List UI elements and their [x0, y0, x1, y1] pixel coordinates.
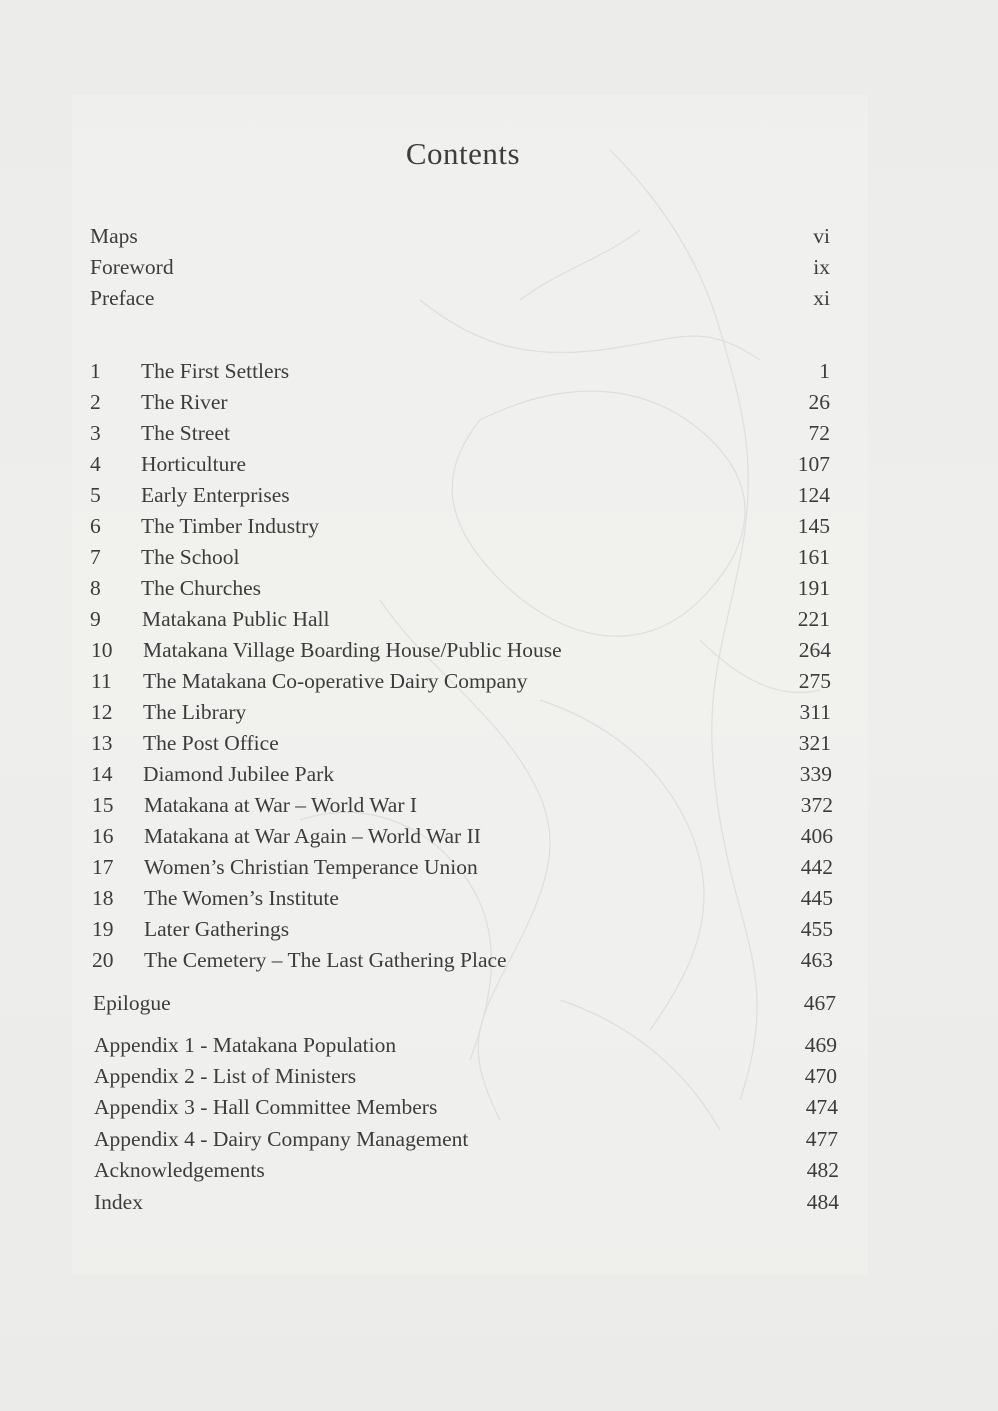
toc-chapter-12 [91, 697, 831, 727]
chapter-page: 264 [798, 638, 831, 662]
toc-entry-page: 482 [806, 1158, 839, 1182]
toc-entry-label: Appendix 4 - Dairy Company Management [94, 1127, 469, 1151]
chapter-title: Matakana Village Boarding House/Public House [143, 638, 562, 662]
toc-chapter-9 [90, 604, 830, 634]
toc-entry-label: Appendix 2 - List of Ministers [94, 1064, 357, 1088]
toc-chapter-20 [92, 945, 833, 975]
toc-chapter-2 [90, 387, 830, 417]
toc-entry-index [94, 1187, 839, 1217]
toc-entry-appendix-3 [94, 1092, 838, 1122]
toc-entry-page: 484 [806, 1190, 839, 1214]
chapter-title: The Timber Industry [141, 514, 319, 538]
chapter-title: Matakana Public Hall [142, 607, 330, 631]
toc-chapter-10 [91, 635, 831, 665]
chapter-title: The Women’s Institute [144, 886, 339, 910]
toc-entry-label: Epilogue [93, 991, 171, 1015]
chapter-number: 2 [90, 390, 101, 414]
toc-entry-page: vi [813, 224, 830, 248]
chapter-title: The Library [143, 700, 247, 724]
toc-entry-acknowledgements [94, 1155, 839, 1185]
toc-entry-label: Foreword [90, 255, 174, 279]
chapter-page: 26 [808, 390, 830, 414]
chapter-title: The Churches [141, 576, 262, 600]
chapter-title: Matakana at War Again – World War II [144, 824, 481, 848]
toc-entry-label: Maps [90, 224, 138, 248]
toc-entry-page: 469 [804, 1033, 837, 1057]
chapter-title: The First Settlers [141, 359, 290, 383]
toc-chapter-4 [90, 449, 830, 479]
chapter-page: 442 [800, 855, 833, 879]
chapter-title: Diamond Jubilee Park [143, 762, 335, 786]
chapter-title: The School [141, 545, 240, 569]
chapter-number: 17 [92, 855, 114, 879]
chapter-number: 7 [90, 545, 101, 569]
chapter-number: 18 [92, 886, 114, 910]
chapter-number: 3 [90, 421, 101, 445]
chapter-page: 275 [798, 669, 831, 693]
toc-chapter-1 [90, 356, 830, 386]
chapter-page: 221 [797, 607, 830, 631]
chapter-page: 311 [799, 700, 831, 724]
toc-chapter-7 [90, 542, 830, 572]
chapter-page: 455 [800, 917, 833, 941]
chapter-title: Later Gatherings [144, 917, 290, 941]
chapter-title: Early Enterprises [141, 483, 290, 507]
chapter-number: 11 [91, 669, 112, 693]
chapter-number: 13 [91, 731, 113, 755]
toc-entry-page: 477 [805, 1127, 838, 1151]
chapter-page: 1 [819, 359, 830, 383]
chapter-title: Women’s Christian Temperance Union [144, 855, 478, 879]
toc-chapter-15 [92, 790, 833, 820]
chapter-page: 463 [800, 948, 833, 972]
chapter-page: 161 [797, 545, 830, 569]
toc-entry-page: ix [813, 255, 830, 279]
toc-entry-epilogue [93, 988, 836, 1018]
chapter-number: 20 [92, 948, 114, 972]
chapter-page: 191 [797, 576, 830, 600]
toc-chapter-17 [92, 852, 833, 882]
chapter-number: 10 [91, 638, 113, 662]
toc-chapter-14 [91, 759, 832, 789]
toc-entry-appendix-4 [94, 1124, 838, 1154]
toc-entry-page: 474 [805, 1095, 838, 1119]
chapter-title: The Cemetery – The Last Gathering Place [144, 948, 507, 972]
chapter-number: 4 [90, 452, 101, 476]
chapter-page: 406 [800, 824, 833, 848]
chapter-number: 12 [91, 700, 113, 724]
toc-entry-label: Appendix 1 - Matakana Population [94, 1033, 397, 1057]
chapter-title: The Street [141, 421, 230, 445]
toc-entry-page: 467 [803, 991, 836, 1015]
chapter-number: 16 [92, 824, 114, 848]
chapter-title: Matakana at War – World War I [144, 793, 418, 817]
chapter-page: 339 [799, 762, 832, 786]
toc-entry-appendix-2 [94, 1061, 837, 1091]
toc-chapter-8 [90, 573, 830, 603]
toc-chapter-16 [92, 821, 833, 851]
toc-entry-foreword [90, 252, 830, 282]
chapter-number: 15 [92, 793, 114, 817]
toc-entry-label: Preface [90, 286, 155, 310]
chapter-title: The Matakana Co-operative Dairy Company [143, 669, 528, 693]
toc-entry-appendix-1 [94, 1030, 837, 1060]
chapter-number: 5 [90, 483, 101, 507]
toc-entry-page: xi [813, 286, 830, 310]
chapter-page: 372 [800, 793, 833, 817]
toc-chapter-5 [90, 480, 830, 510]
chapter-page: 445 [800, 886, 833, 910]
toc-chapter-6 [90, 511, 830, 541]
chapter-number: 19 [92, 917, 114, 941]
chapter-title: The Post Office [143, 731, 279, 755]
chapter-number: 9 [90, 607, 101, 631]
toc-entry-label: Index [94, 1190, 143, 1214]
toc-entry-label: Acknowledgements [94, 1158, 265, 1182]
page-title: Contents [405, 136, 521, 171]
toc-chapter-19 [92, 914, 833, 944]
toc-entry-page: 470 [804, 1064, 837, 1088]
chapter-number: 1 [90, 359, 101, 383]
toc-entry-preface [90, 283, 830, 313]
chapter-page: 321 [798, 731, 831, 755]
toc-entry-maps [90, 221, 830, 251]
chapter-page: 107 [797, 452, 830, 476]
toc-chapter-18 [92, 883, 833, 913]
toc-chapter-13 [91, 728, 831, 758]
toc-entry-label: Appendix 3 - Hall Committee Members [94, 1095, 438, 1119]
chapter-number: 14 [91, 762, 113, 786]
toc-chapter-11 [91, 666, 831, 696]
chapter-title: The River [141, 390, 228, 414]
chapter-number: 6 [90, 514, 101, 538]
chapter-title: Horticulture [141, 452, 247, 476]
chapter-page: 145 [797, 514, 830, 538]
toc-chapter-3 [90, 418, 830, 448]
chapter-page: 124 [797, 483, 830, 507]
chapter-page: 72 [808, 421, 830, 445]
chapter-number: 8 [90, 576, 101, 600]
